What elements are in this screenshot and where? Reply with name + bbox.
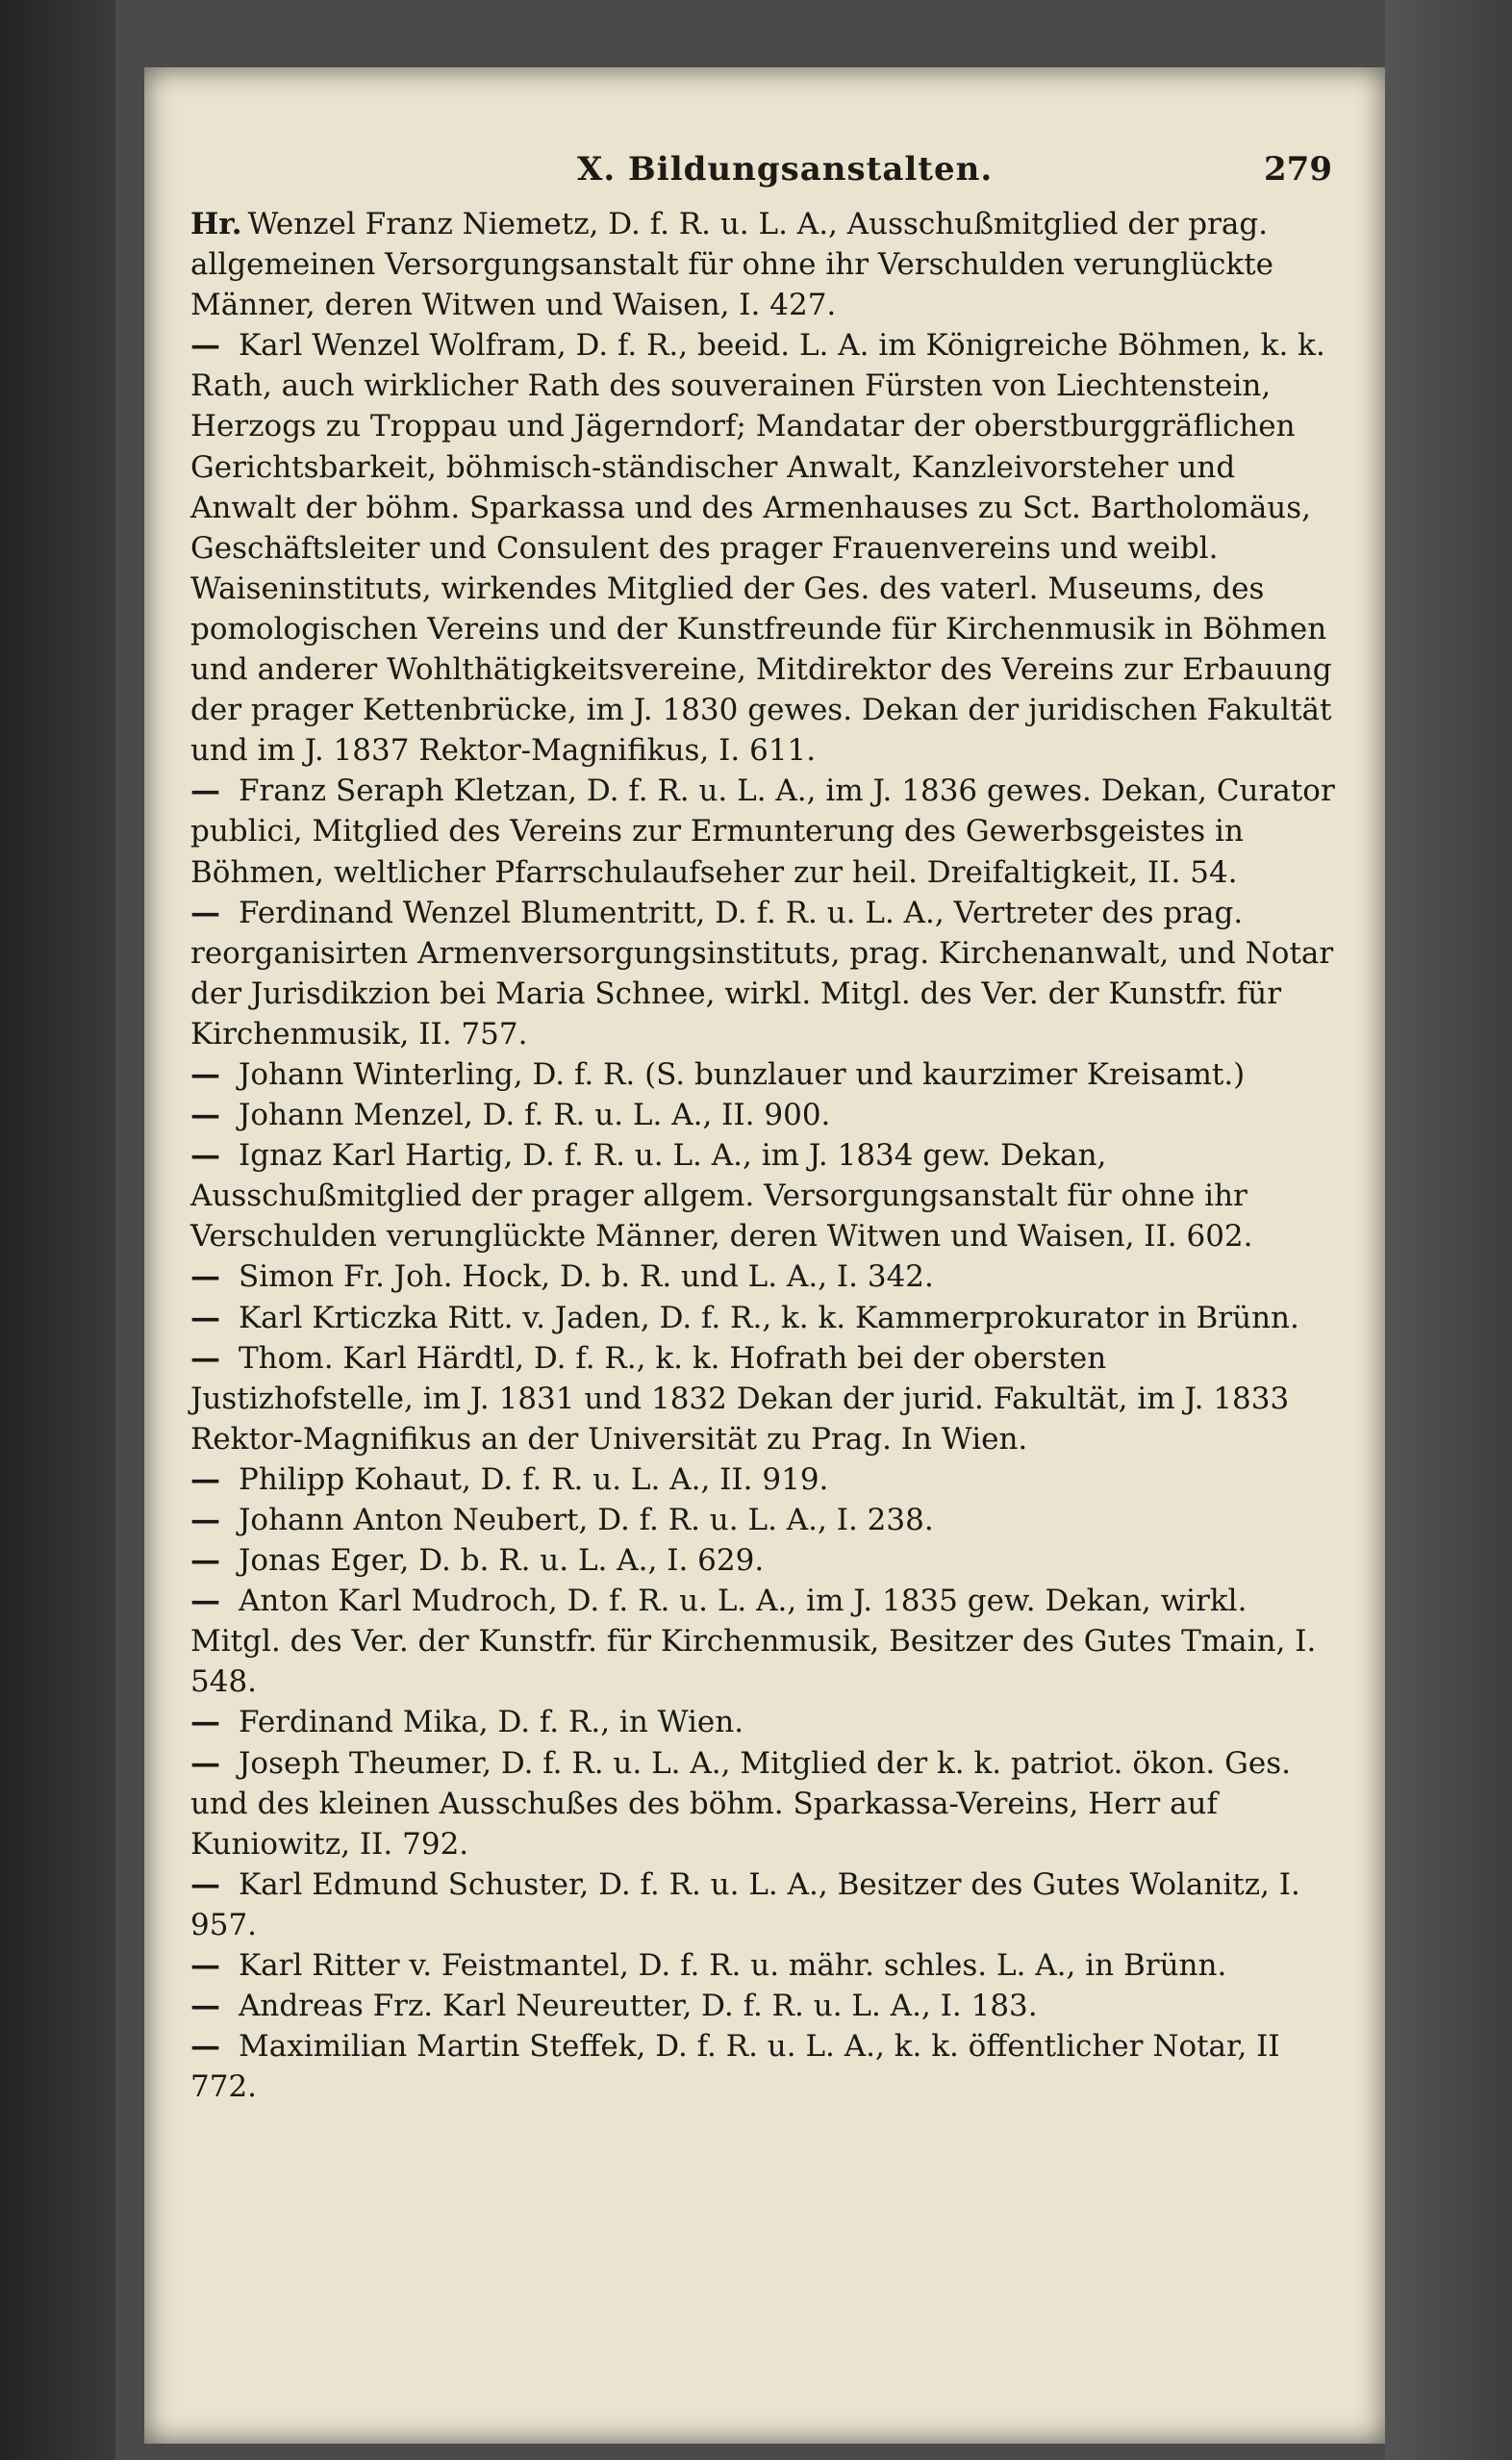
entry-marker: — [190, 1461, 220, 1497]
entry-marker: Hr. [190, 207, 242, 241]
entry-text: Johann Anton Neubert, D. f. R. u. L. A., I. 238. [239, 1503, 934, 1537]
list-item [190, 1500, 1335, 1540]
book-gutter-shadow [0, 0, 115, 2460]
list-item [190, 325, 1335, 771]
list-item [190, 1298, 1335, 1338]
entry-marker: — [190, 1705, 220, 1740]
list-item [190, 1945, 1335, 1986]
entry-text: Karl Wenzel Wolfram, D. f. R., beeid. L. A. im Königreiche Böhmen, k. k. Rath, auch wirklicher Rath des souverainen Fürsten von Liechtenstein, Herzogs zu Troppau und Jägerndorf; Mandatar der oberstburggräflichen Gerichtsbarkeit, böhmisch-ständischer Anwalt, Kanzleivorsteher und Anwalt der böhm. Sparkassa und des Armenhauses zu Sct. Bartholomäus, Geschäftsleiter und Consulent des prager Frauenvereins und weibl. Waiseninstituts, wirkendes Mitglied der Ges. des vaterl. Museums, des pomologischen Vereins und der Kunstfreunde für Kirchenmusik in Böhmen und anderer Wohlthätigkeitsvereine, Mitdirektor des Vereins zur Erbauung der prager Kettenbrücke, im J. 1830 gewes. Dekan der juridischen Fakultät und im J. 1837 Rektor-Magnifikus, I. 611. [190, 328, 1332, 769]
entry-text: Simon Fr. Joh. Hock, D. b. R. und L. A., I. 342. [239, 1259, 934, 1295]
entry-text: Maximilian Martin Steffek, D. f. R. u. L. A., k. k. öffentlicher Notar, II 772. [190, 2029, 1280, 2105]
entry-marker: — [190, 895, 220, 930]
page-number: 279 [1264, 150, 1332, 189]
page-header [577, 144, 1332, 198]
entry-text: Ignaz Karl Hartig, D. f. R. u. L. A., im J. 1834 gew. Dekan, Ausschußmitglied der prager allgem. Versorgungsanstalt für ohne ihr Verschulden verunglückte Männer, deren Witwen und Waisen, II. 602. [190, 1138, 1253, 1255]
list-item [190, 2026, 1335, 2107]
entry-text: Wenzel Franz Niemetz, D. f. R. u. L. A., Ausschußmitglied der prag. allgemeinen Versorgungsanstalt für ohne ihr Verschulden verunglückte Männer, deren Witwen und Waisen, I. 427. [190, 207, 1274, 323]
entry-marker: — [190, 1543, 220, 1579]
entry-marker: — [190, 1866, 220, 1902]
entry-text: Karl Ritter v. Feistmantel, D. f. R. u. mähr. schles. L. A., in Brünn. [239, 1948, 1227, 1984]
entry-text: Ferdinand Mika, D. f. R., in Wien. [239, 1705, 744, 1740]
entry-text: Jonas Eger, D. b. R. u. L. A., I. 629. [239, 1543, 765, 1579]
book-edge [1385, 0, 1512, 2460]
entry-marker: — [190, 328, 220, 364]
list-item [190, 204, 1335, 325]
entry-text: Karl Krticzka Ritt. v. Jaden, D. f. R., k. k. Kammerprokurator in Brünn. [239, 1300, 1299, 1335]
list-item [190, 1864, 1335, 1945]
entry-marker: — [190, 1098, 220, 1133]
entry-list [190, 204, 1335, 2107]
list-item [190, 1702, 1335, 1742]
list-item [190, 1135, 1335, 1256]
entry-text: Franz Seraph Kletzan, D. f. R. u. L. A., im J. 1836 gewes. Dekan, Curator publici, Mitglied des Vereins zur Ermunterung des Gewerbsgeistes in Böhmen, weltlicher Pfarrschulaufseher zur heil. Dreifaltigkeit, II. 54. [190, 774, 1335, 890]
entry-marker: — [190, 1138, 220, 1174]
list-item [190, 1986, 1335, 2026]
list-item [190, 1459, 1335, 1500]
list-item [190, 1095, 1335, 1135]
list-item [190, 1054, 1335, 1095]
entry-text: Thom. Karl Härdtl, D. f. R., k. k. Hofrath bei der obersten Justizhofstelle, im J. 1831 und 1832 Dekan der jurid. Fakultät, im J. 1833 Rektor-Magnifikus an der Universität zu Prag. In Wien. [190, 1340, 1290, 1457]
entry-marker: — [190, 1503, 220, 1537]
list-item [190, 1743, 1335, 1864]
entry-text: Johann Winterling, D. f. R. (S. bunzlauer und kaurzimer Kreisamt.) [239, 1056, 1246, 1092]
entry-text: Anton Karl Mudroch, D. f. R. u. L. A., im J. 1835 gew. Dekan, wirkl. Mitgl. des Ver. der Kunstfr. für Kirchenmusik, Besitzer des Gutes Tmain, I. 548. [190, 1584, 1317, 1700]
entry-marker: — [190, 1948, 220, 1984]
list-item [190, 1256, 1335, 1297]
entry-marker: — [190, 1584, 220, 1619]
entry-text: Karl Edmund Schuster, D. f. R. u. L. A., Besitzer des Gutes Wolanitz, I. 957. [190, 1866, 1300, 1942]
entry-marker: — [190, 1300, 220, 1335]
list-item [190, 771, 1335, 892]
entry-marker: — [190, 1989, 220, 2024]
entry-marker: — [190, 2029, 220, 2065]
list-item [190, 1338, 1335, 1459]
entry-text: Philipp Kohaut, D. f. R. u. L. A., II. 919. [239, 1461, 829, 1497]
list-item [190, 893, 1335, 1054]
list-item [190, 1581, 1335, 1702]
section-title: X. Bildungsanstalten. [577, 150, 994, 189]
entry-text: Johann Menzel, D. f. R. u. L. A., II. 900. [239, 1098, 831, 1133]
list-item [190, 1540, 1335, 1581]
entry-marker: — [190, 1745, 220, 1781]
entry-text: Andreas Frz. Karl Neureutter, D. f. R. u. L. A., I. 183. [239, 1989, 1038, 2024]
entry-marker: — [190, 1259, 220, 1295]
entry-text: Ferdinand Wenzel Blumentritt, D. f. R. u. L. A., Vertreter des prag. reorganisirten Armenversorgungsinstituts, prag. Kirchenanwalt, und Notar der Jurisdikzion bei Maria Schnee, wirkl. Mitgl. des Ver. der Kunstfr. für Kirchenmusik, II. 757. [190, 895, 1334, 1052]
entry-marker: — [190, 1056, 220, 1092]
entry-marker: — [190, 774, 220, 809]
entry-text: Joseph Theumer, D. f. R. u. L. A., Mitglied der k. k. patriot. ökon. Ges. und des kleinen Ausschußes des böhm. Sparkassa-Vereins, Herr auf Kuniowitz, II. 792. [190, 1745, 1292, 1862]
entry-marker: — [190, 1340, 220, 1376]
